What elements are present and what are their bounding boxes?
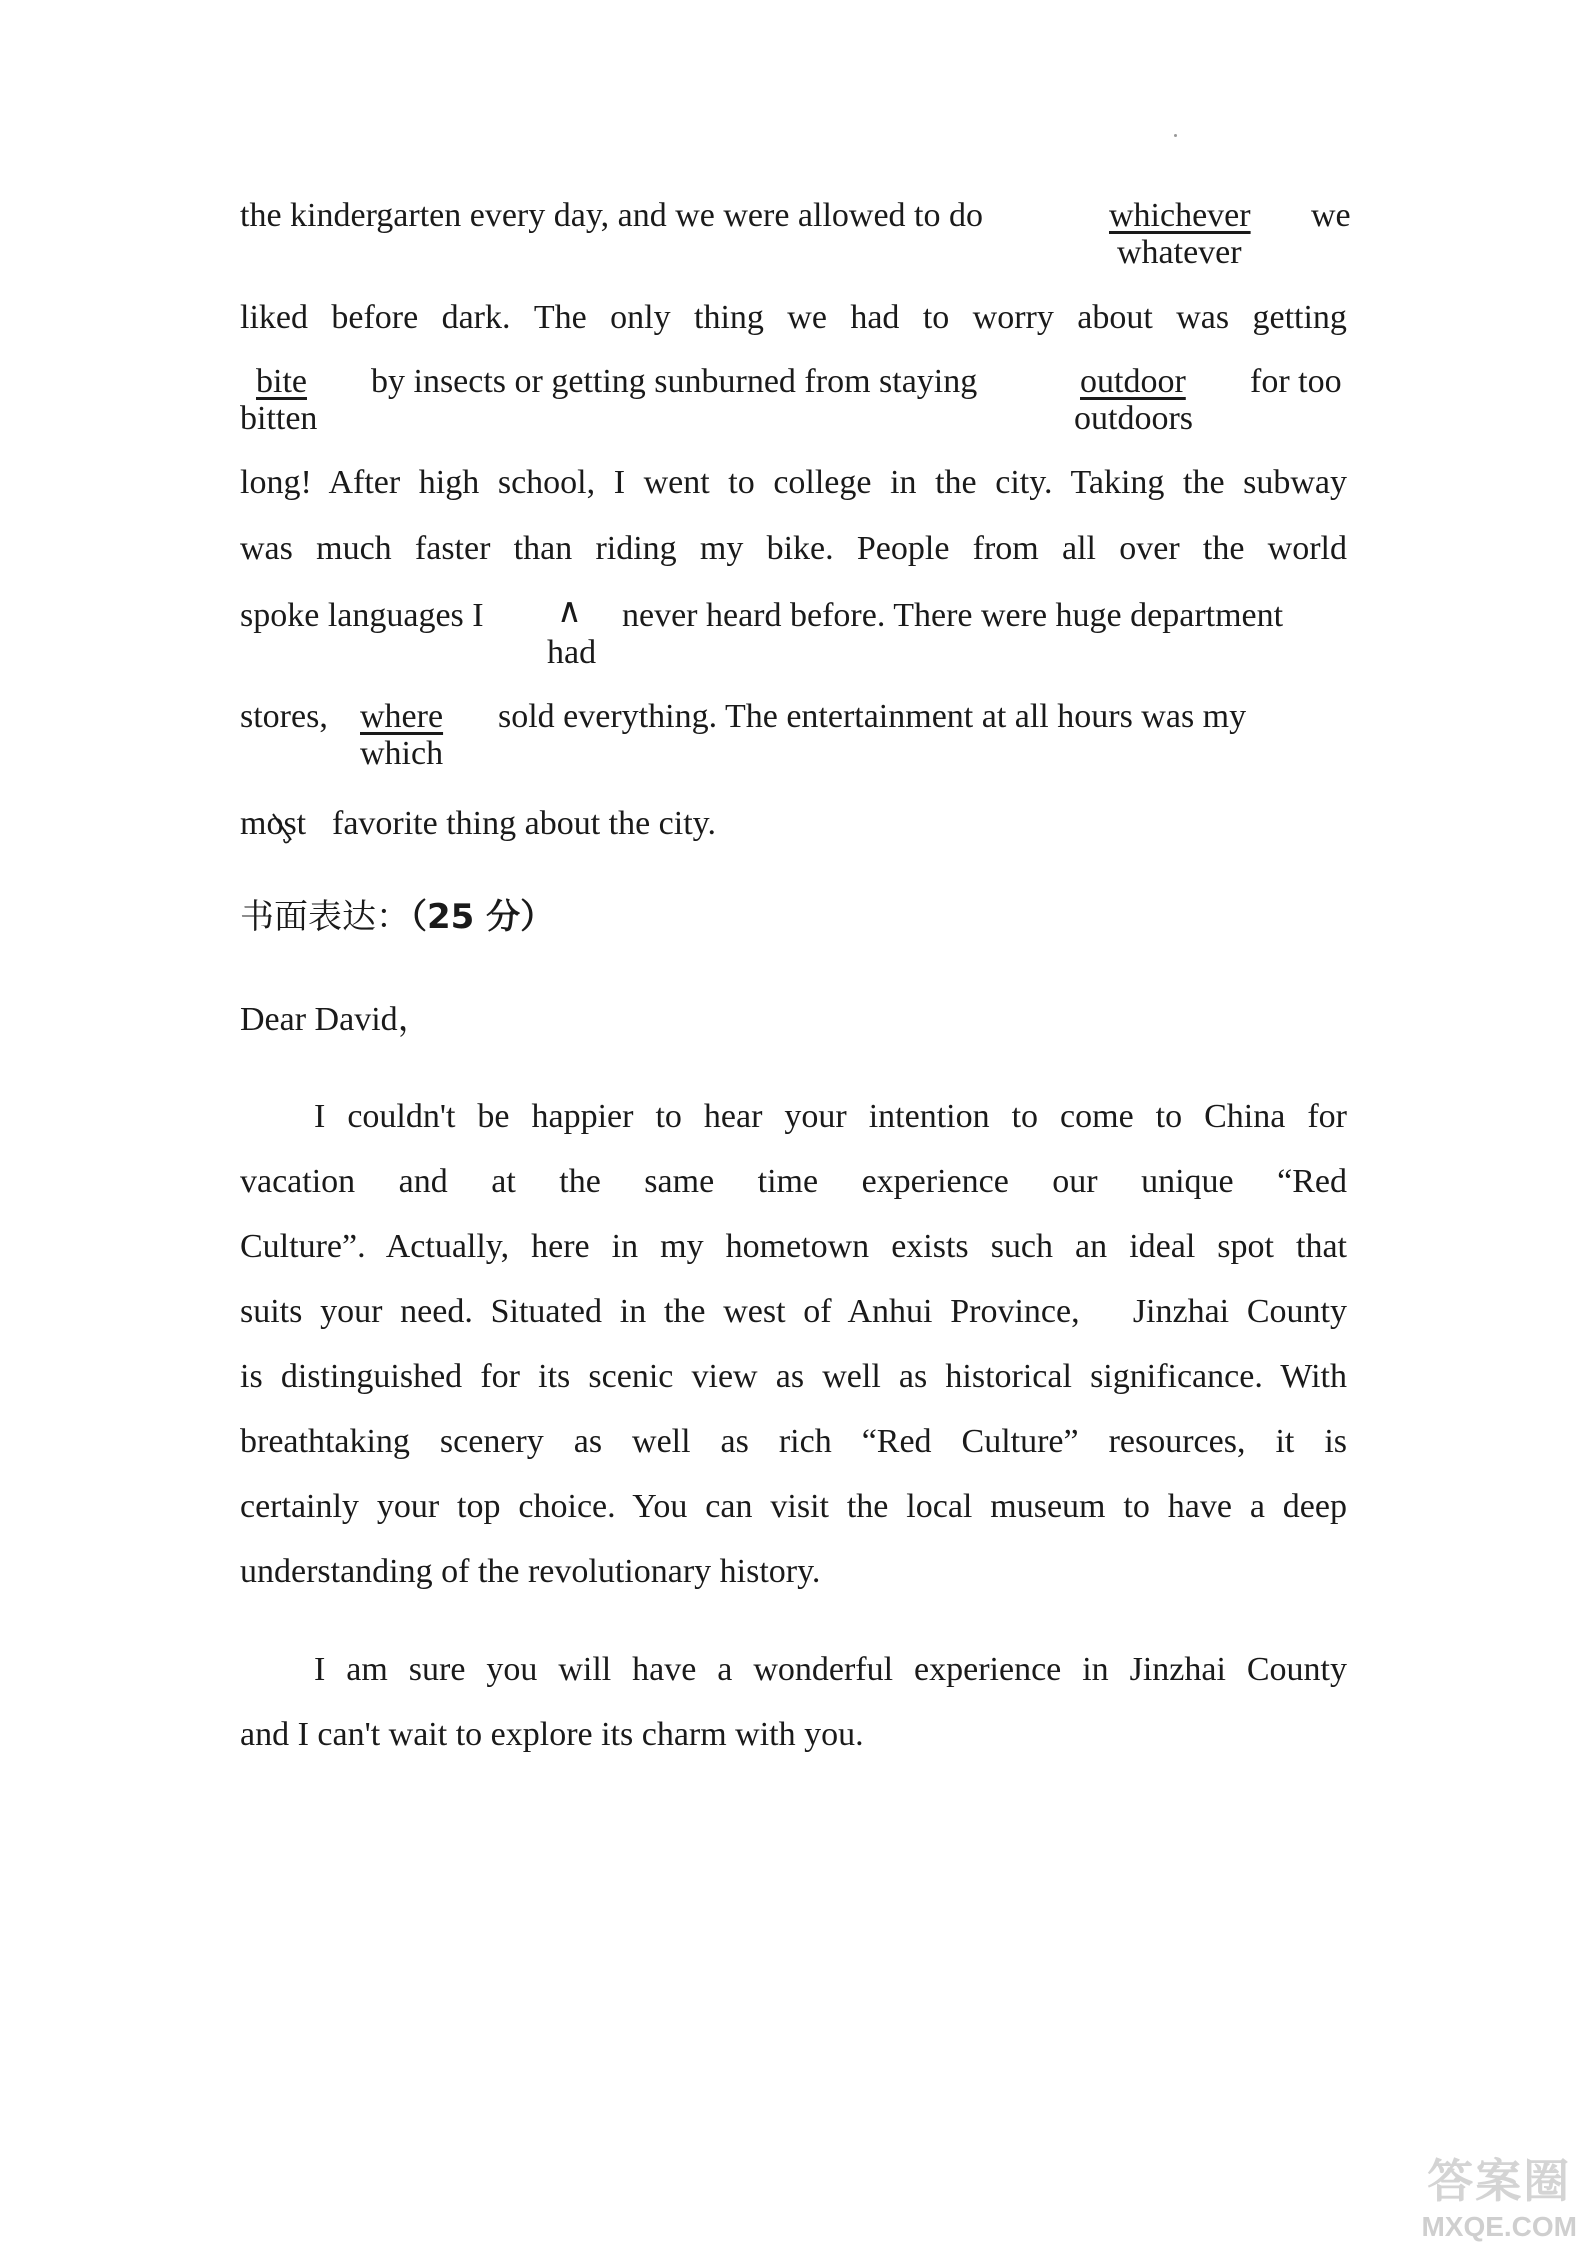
- correction-word: had: [547, 634, 597, 671]
- text-segment: spoke languages I: [240, 597, 484, 634]
- watermark-logo: 答案圈: [1427, 2154, 1572, 2208]
- watermark-url: MXQE.COM: [1421, 2211, 1577, 2242]
- paragraph-1-line: Culture”. Actually, here in my hometown exists such an ideal spot that: [240, 1228, 1347, 1265]
- word: we: [787, 299, 827, 336]
- correction-line-5: was much faster than riding my bike. People from all over the world: [240, 530, 1347, 567]
- correction-line-2: [240, 298, 1347, 338]
- word: liked: [240, 299, 308, 336]
- heading-score: （25 分）: [410, 897, 555, 937]
- paragraph-2-line: and I can't wait to explore its charm with you.: [240, 1716, 864, 1753]
- text-segment: never heard before. There were huge department: [622, 597, 1284, 634]
- speck-mark: [1174, 134, 1177, 137]
- text-segment: we: [1311, 197, 1351, 234]
- paragraph-1-line: suits your need. Situated in the west of Anhui Province, Jinzhai County: [240, 1293, 1347, 1330]
- text-segment: the kindergarten every day, and we were allowed to do: [240, 197, 983, 234]
- paragraph-1-line: certainly your top choice. You can visit the local museum to have a deep: [240, 1488, 1347, 1525]
- paragraph-1-line: is distinguished for its scenic view as well as historical significance. With: [240, 1358, 1347, 1395]
- text-segment: stores,: [240, 698, 328, 735]
- paragraph-1-line: vacation and at the same time experience our unique “Red: [240, 1163, 1347, 1200]
- deletion-mark-icon: [270, 810, 294, 844]
- word: The: [533, 299, 587, 336]
- text-segment: favorite thing about the city.: [332, 805, 716, 842]
- paragraph-1-line: understanding of the revolutionary history.: [240, 1553, 821, 1590]
- insertion-caret-icon: ∧: [557, 593, 582, 630]
- heading-label: 书面表达：: [240, 897, 410, 937]
- error-word: outdoor: [1080, 363, 1186, 400]
- word: to: [922, 299, 950, 336]
- word: getting: [1252, 299, 1347, 336]
- text-segment: sold everything. The entertainment at all hours was my: [498, 698, 1247, 735]
- word: had: [850, 299, 900, 336]
- paragraph-1-line: I couldn't be happier to hear your intention to come to China for: [314, 1098, 1347, 1135]
- word: about: [1077, 299, 1153, 336]
- correction-word: outdoors: [1074, 400, 1193, 437]
- correction-word: whatever: [1117, 234, 1242, 271]
- letter-greeting: Dear David，: [240, 1001, 432, 1038]
- correction-word: bitten: [240, 400, 318, 437]
- paragraph-2-line: I am sure you will have a wonderful experience in Jinzhai County: [314, 1651, 1347, 1688]
- word: was: [1176, 299, 1230, 336]
- struck-word: most: [240, 805, 307, 842]
- error-word: bite: [256, 363, 307, 400]
- word: dark.: [441, 299, 511, 336]
- paragraph-1-line: breathtaking scenery as well as rich “Red Culture” resources, it is: [240, 1423, 1347, 1460]
- error-word: where: [360, 698, 444, 735]
- word: thing: [694, 299, 764, 336]
- correction-line-4: long! After high school, I went to college in the city. Taking the subway: [240, 464, 1347, 501]
- watermark: [1421, 2145, 1577, 2243]
- error-word: whichever: [1109, 197, 1251, 234]
- word: worry: [972, 299, 1054, 336]
- section-heading: [240, 897, 554, 938]
- text-segment: by insects or getting sunburned from staying: [371, 363, 978, 400]
- text-segment: for too: [1250, 363, 1342, 400]
- word: only: [610, 299, 671, 336]
- correction-word: which: [360, 735, 444, 772]
- word: before: [331, 299, 419, 336]
